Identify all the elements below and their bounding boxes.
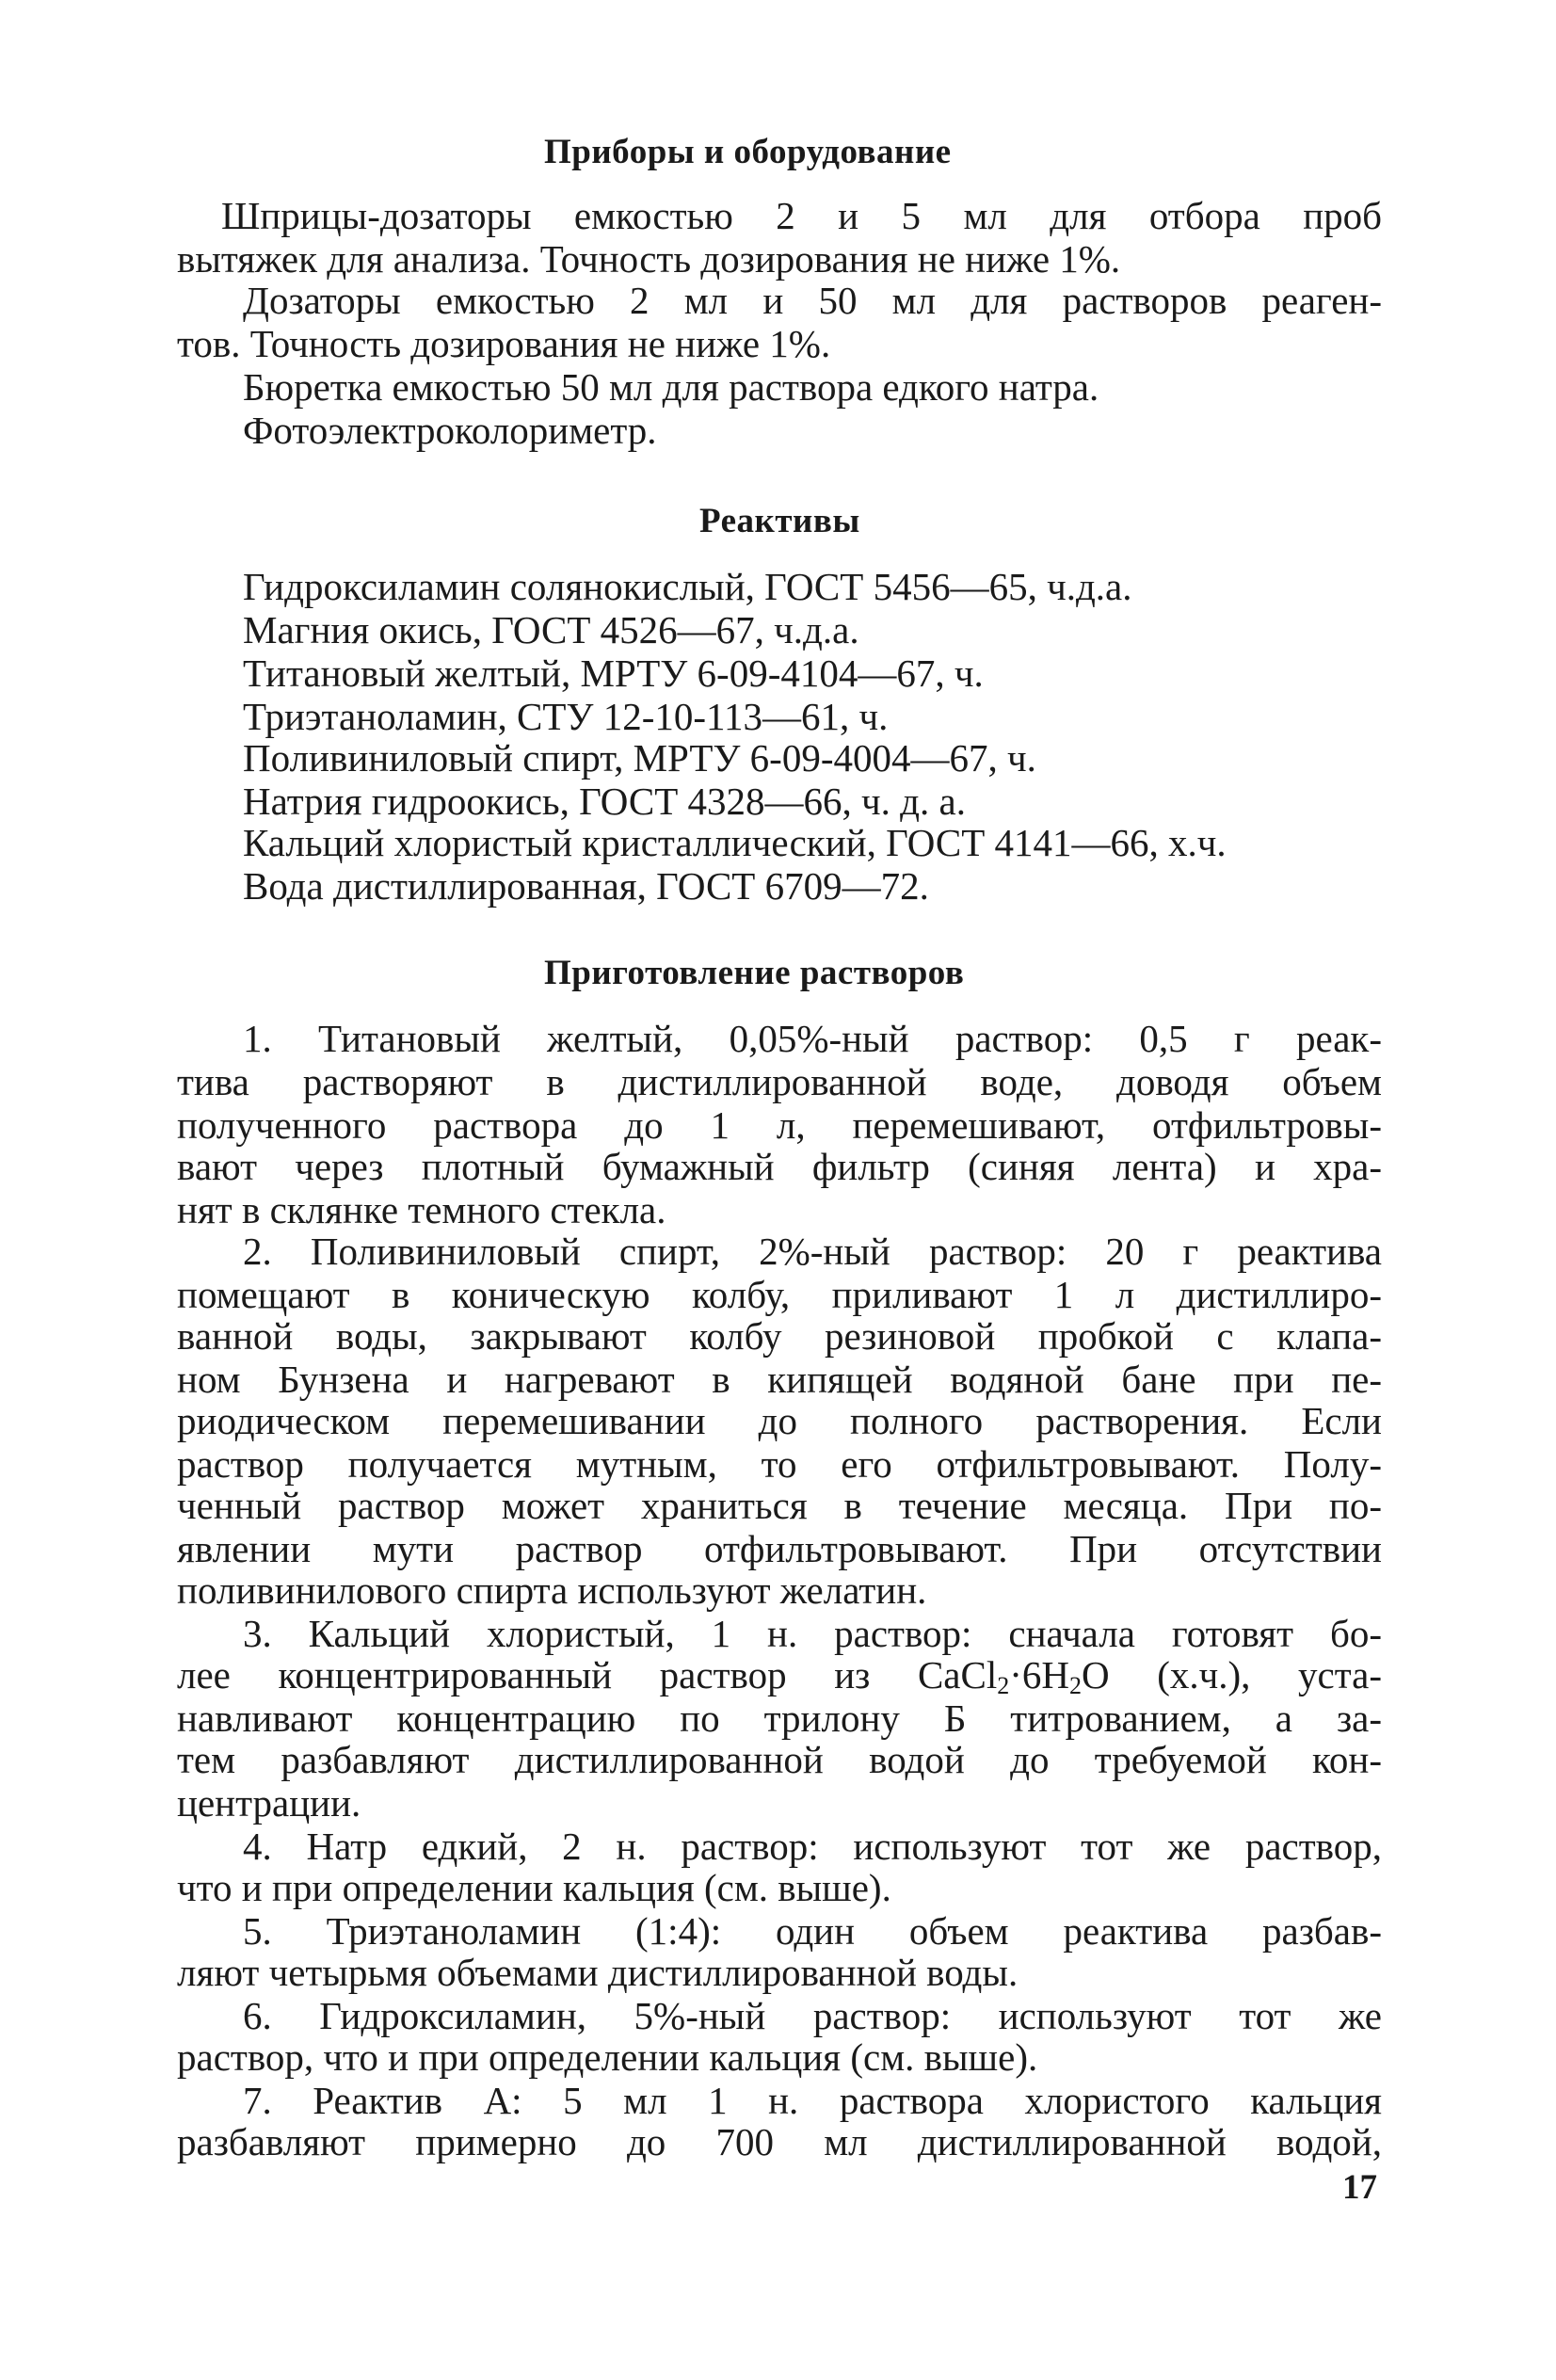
solution-line: тем разбавляют дистиллированной водой до требуемой кон- xyxy=(177,1738,1382,1781)
solution-line: ченный раствор может храниться в течение месяца. При по- xyxy=(177,1484,1382,1527)
solution-line: помещают в коническую колбу, приливают 1 л дистиллиро- xyxy=(177,1273,1382,1316)
solution-line-formula xyxy=(177,1653,1382,1697)
formula-h: ·6H xyxy=(1009,1653,1070,1697)
reagent-line: Вода дистиллированная, ГОСТ 6709—72. xyxy=(243,864,929,908)
solution-line: 6. Гидроксиламин, 5%-ный раствор: используют тот же xyxy=(243,1994,1382,2037)
solution-line: 3. Кальций хлористый, 1 н. раствор: сначала готовят бо- xyxy=(243,1612,1382,1655)
solution-line: 7. Реактив А: 5 мл 1 н. раствора хлористого кальция xyxy=(243,2079,1382,2122)
equipment-line: Дозаторы емкостью 2 мл и 50 мл для растворов реаген- xyxy=(243,279,1382,322)
formula-sub: 2 xyxy=(1069,1672,1083,1699)
solution-line: вают через плотный бумажный фильтр (синяя лента) и хра- xyxy=(177,1145,1382,1188)
heading-equipment: Приборы и оборудование xyxy=(544,133,952,171)
solution-line: центрации. xyxy=(177,1781,361,1825)
reagent-line: Поливиниловый спирт, МРТУ 6-09-4004—67, ч. xyxy=(243,736,1036,780)
equipment-line: вытяжек для анализа. Точность дозирования не ниже 1%. xyxy=(177,237,1121,281)
heading-reagents: Реактивы xyxy=(699,502,860,540)
equipment-line: Бюретка емкостью 50 мл для раствора едкого натра. xyxy=(243,365,1099,409)
solution-line: явлении мути раствор отфильтровывают. При отсутствии xyxy=(177,1527,1382,1570)
solution-line: ляют четырьмя объемами дистиллированной воды. xyxy=(177,1951,1019,1994)
solution-line: риодическом перемешивании до полного растворения. Если xyxy=(177,1399,1382,1442)
solution-line: 1. Титановый желтый, 0,05%-ный раствор: 0,5 г реак- xyxy=(243,1017,1382,1060)
heading-solutions: Приготовление растворов xyxy=(544,954,965,992)
formula-suffix: O (х.ч.), уста- xyxy=(1082,1653,1382,1697)
solution-line: поливинилового спирта используют желатин. xyxy=(177,1568,927,1612)
page-number: 17 xyxy=(1342,2168,1377,2207)
solution-line: 5. Триэтаноламин (1:4): один объем реактива разбав- xyxy=(243,1909,1382,1953)
solution-line: 4. Натр едкий, 2 н. раствор: используют тот же раствор, xyxy=(243,1825,1382,1868)
equipment-line: Шприцы-дозаторы емкостью 2 и 5 мл для отбора проб xyxy=(221,194,1382,237)
reagent-line: Гидроксиламин солянокислый, ГОСТ 5456—65, ч.д.а. xyxy=(243,565,1132,608)
equipment-line: Фотоэлектроколориметр. xyxy=(243,409,657,452)
solution-line: 2. Поливиниловый спирт, 2%-ный раствор: 20 г реактива xyxy=(243,1230,1382,1273)
reagent-line: Натрия гидроокись, ГОСТ 4328—66, ч. д. а. xyxy=(243,780,966,823)
solution-line: ванной воды, закрывают колбу резиновой пробкой с клапа- xyxy=(177,1314,1382,1358)
solution-line: что и при определении кальция (см. выше). xyxy=(177,1866,891,1909)
formula-cacl: CaCl xyxy=(917,1653,998,1697)
solution-line: раствор, что и при определении кальция (см. выше). xyxy=(177,2035,1038,2079)
formula-prefix: лее концентрированный раствор из xyxy=(177,1653,918,1697)
solution-line: разбавляют примерно до 700 мл дистиллированной водой, xyxy=(177,2120,1382,2163)
solution-line: раствор получается мутным, то его отфильтровывают. Полу- xyxy=(177,1442,1382,1486)
formula-sub: 2 xyxy=(997,1672,1010,1699)
solution-line: нят в склянке темного стекла. xyxy=(177,1188,666,1231)
reagent-line: Триэтаноламин, СТУ 12-10-113—61, ч. xyxy=(243,695,889,738)
solution-line: навливают концентрацию по трилону Б титрованием, а за- xyxy=(177,1697,1382,1740)
reagent-line: Кальций хлористый кристаллический, ГОСТ 4141—66, х.ч. xyxy=(243,821,1227,864)
equipment-line: тов. Точность дозирования не ниже 1%. xyxy=(177,322,831,365)
solution-line: тива растворяют в дистиллированной воде, доводя объем xyxy=(177,1060,1382,1103)
reagent-line: Магния окись, ГОСТ 4526—67, ч.д.а. xyxy=(243,608,859,651)
solution-line: ном Бунзена и нагревают в кипящей водяной бане при пе- xyxy=(177,1358,1382,1401)
solution-line: полученного раствора до 1 л, перемешивают, отфильтровы- xyxy=(177,1103,1382,1147)
reagent-line: Титановый желтый, МРТУ 6-09-4104—67, ч. xyxy=(243,651,984,695)
